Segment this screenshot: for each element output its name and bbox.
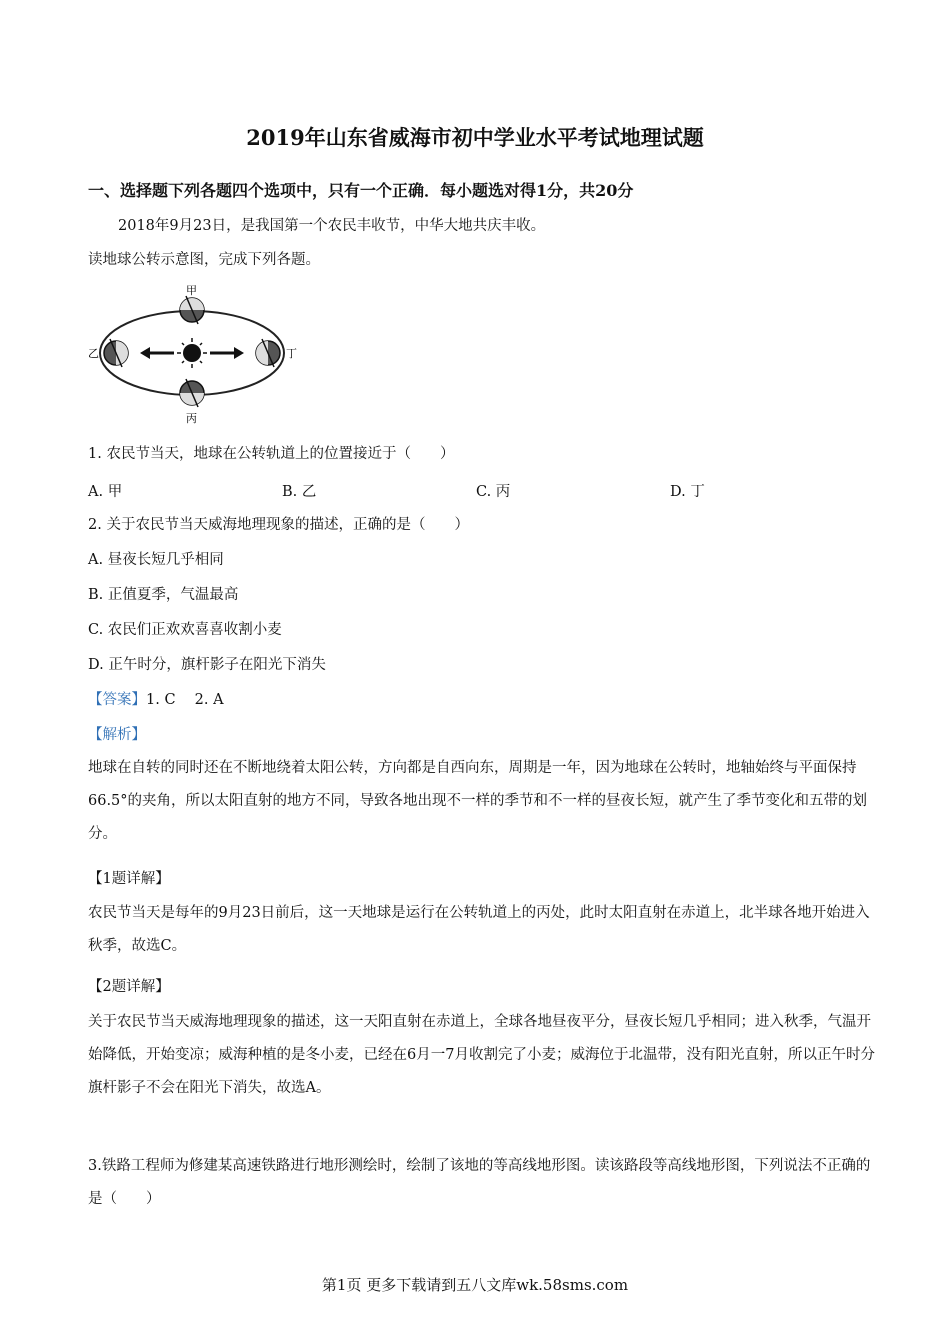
question-2-stem: 2. 关于农民节当天威海地理现象的描述，正确的是（ ） bbox=[88, 517, 469, 533]
q1-option-a[interactable]: A. 甲 bbox=[88, 484, 123, 500]
label-ding: 丁 bbox=[286, 347, 297, 360]
page-title: 2019年山东省威海市初中学业水平考试地理试题 bbox=[246, 125, 704, 150]
analysis-tag: 【解析】 bbox=[88, 727, 146, 743]
answer-line bbox=[88, 690, 224, 710]
page-footer: 第1页 更多下载请到五八文库wk.58sms.com bbox=[321, 1276, 629, 1294]
earth-ding-icon bbox=[256, 339, 280, 367]
answer-tag: 【答案】 bbox=[88, 692, 146, 708]
analysis-text: 地球在自转的同时还在不断地绕着太阳公转，方向都是自西向东，周期是一年，因为地球在公转时，地轴始终与平面保持66.5°的夹角，所以太阳直射的地方不同，导致各地出现不一样的季节和不一样的昼夜长短，就产生了季节变化和五带的划分。 bbox=[88, 760, 868, 842]
sun-icon bbox=[177, 338, 207, 368]
section-heading: 一、选择题下列各题四个选项中，只有一个正确．每小题选对得1分，共20分 bbox=[88, 181, 634, 200]
intro-text: 2018年9月23日，是我国第一个农民丰收节，中华大地共庆丰收。 bbox=[118, 218, 546, 234]
arrow-left-icon bbox=[140, 347, 174, 359]
earth-revolution-diagram bbox=[86, 280, 306, 430]
q2-option-b[interactable]: B. 正值夏季，气温最高 bbox=[88, 587, 239, 603]
earth-yi-icon bbox=[104, 339, 128, 367]
question-1-stem: 1. 农民节当天，地球在公转轨道上的位置接近于（ ） bbox=[88, 446, 455, 462]
detail-2-tag: 【2题详解】 bbox=[88, 979, 170, 995]
earth-bing-icon bbox=[180, 379, 204, 407]
detail-1-tag: 【1题详解】 bbox=[88, 871, 170, 887]
label-jia: 甲 bbox=[186, 284, 197, 297]
q1-option-d[interactable]: D. 丁 bbox=[670, 484, 705, 500]
q2-option-c[interactable]: C. 农民们正欢欢喜喜收割小麦 bbox=[88, 622, 282, 638]
label-bing: 丙 bbox=[186, 412, 197, 425]
earth-jia-icon bbox=[180, 296, 204, 324]
question-3-stem: 3.铁路工程师为修建某高速铁路进行地形测绘时，绘制了该地的等高线地形图。读该路段等高线地形图，下列说法不正确的是（ ） bbox=[88, 1158, 871, 1207]
instruction-text: 读地球公转示意图，完成下列各题。 bbox=[88, 252, 320, 268]
answer-text: 1. C 2. A bbox=[146, 692, 224, 708]
label-yi: 乙 bbox=[88, 347, 99, 360]
q1-option-c[interactable]: C. 丙 bbox=[476, 484, 511, 500]
q1-option-b[interactable]: B. 乙 bbox=[282, 484, 317, 500]
detail-2-text: 关于农民节当天威海地理现象的描述，这一天阳直射在赤道上，全球各地昼夜平分，昼夜长短几乎相同；进入秋季，气温开始降低，开始变凉；威海种植的是冬小麦，已经在6月一7月收割完了小麦；威海位于北温带，没有阳光直射，所以正午时分旗杆影子不会在阳光下消失，故选A。 bbox=[88, 1014, 875, 1096]
arrow-right-icon bbox=[210, 347, 244, 359]
q2-option-a[interactable]: A. 昼夜长短几乎相同 bbox=[88, 552, 224, 568]
q2-option-d[interactable]: D. 正午时分，旗杆影子在阳光下消失 bbox=[88, 657, 326, 673]
detail-1-text: 农民节当天是每年的9月23日前后，这一天地球是运行在公转轨道上的丙处，此时太阳直射在赤道上，北半球各地开始进入秋季，故选C。 bbox=[88, 905, 870, 954]
